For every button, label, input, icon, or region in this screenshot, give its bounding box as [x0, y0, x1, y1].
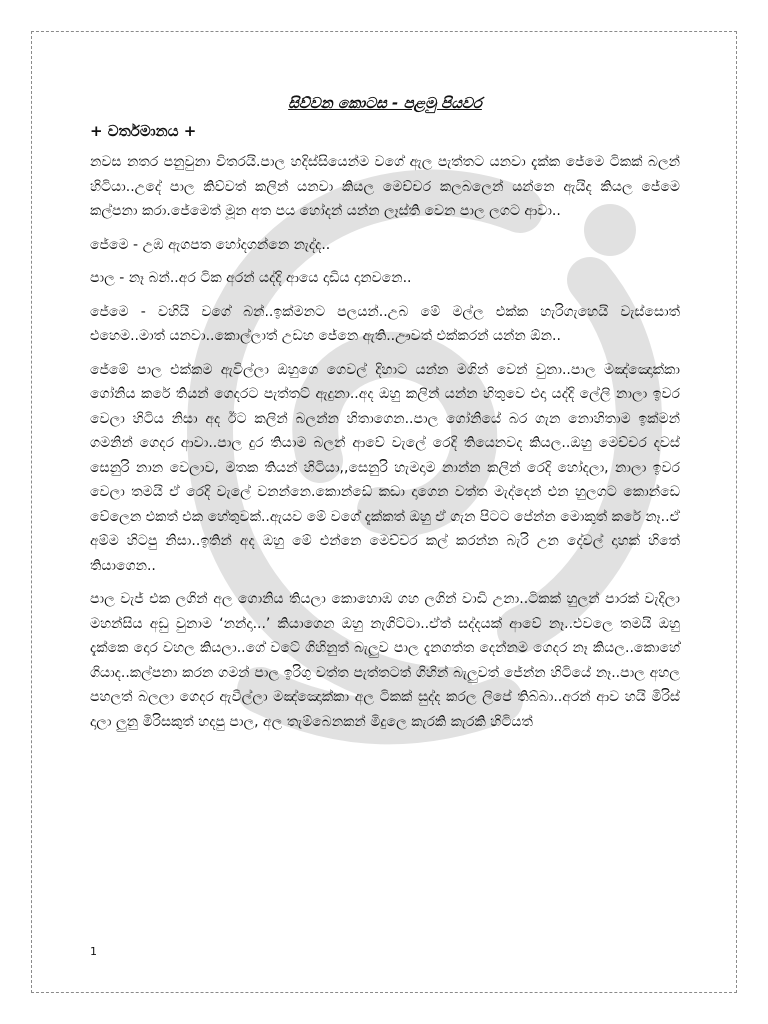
page-number: 1	[90, 945, 97, 958]
dialogue-line-3: ජේමෙ - වහියි වගේ බන්..ඉක්මනට පලයන්..උබ මේ මල්ල එක්ක හැරිගැහෙයි වැස්සොත් එහෙම..මාත් යනවා..කොල්ලාත් උඩහ ජේනෙ ඇති..ඌවත් එක්කරන් යන්න ඕන..	[90, 303, 680, 344]
section-heading: + වර්තමානය +	[90, 122, 197, 140]
paragraph-2: ජේමේ පාල එක්කම ඇවිල්ලා ඔහුගෙ ගෙවල් දිහාට යන්න මගින් වෙන් වුනා..පාල මඤ්ඤොක්කා ගෝනිය කරේ තියන් ගෙදරට පැත්තට් ඇදුනා..අද ඔහු කලින් යන්න හිතුවෙ එදා යද්දි ලේලි නාලා ඉවර වෙලා හිටිය නිසා අද ඊට කලින් බලන්න හිතාගෙන..පාල ගෝනියේ බර ගැන නොහිතාම ඉක්මන් ගමනින් ගෙදර ආවා..පාල දුර තියාම බලන් ආවේ වැලේ රෙදි තියෙනවද කියල..ඔහු මෙච්චර දවස් සෙනුරි නාන වෙලාව, මතක තියන් හිටියා,,සෙනුරි හැමදාම නාන්න කලින් රෙදි හෝදලා, නාලා ඉවර වෙලා තමයි ඒ රෙදි වැලේ වනන්නෙ.කොන්ඩේ කඩා දාගෙන වත්ත මැද්දෙන් එන හුලගට කොන්ඩෙ වේලෙන එකත් එක හේතුවක්..ඇයව මේ වගේ දැක්කත් ඔහු ඒ ගැන පිටට පේන්න මොකුත් කරේ නෑ..ඒ අම්ම හිටපු නිසා..ඉතින් අද ඔහු මේ එන්නෙ මෙච්චර කල් කරන්න බැරි උන දේවල් දාහක් හිතේ තියාගෙන..	[90, 361, 681, 574]
dialogue-line-2: පාල - නෑ බන්..අර ටික අරන් යද්දි ආයෙ දාඩිය දානවනෙ..	[90, 270, 412, 286]
dialogue-line-1: ජේමෙ - උඹ ඇගපත හෝදගන්නෙ නැද්ද..	[90, 236, 331, 253]
document-body	[90, 88, 680, 743]
paragraph-3: පාල වැජ් එක ලගින් අල ගොනිය තියලා කොහොඹ ගහ ලගින් වාඩි උනා..ටිකක් හුලන් පාරක් වැදිලා මහන්සිය අඩු වුනාම ‘නන්දා...’ කියාගෙන ඔහු නැගිට්ටා..ඒත් සද්දයක් ආවේ නෑ..එවලෙ තමයි ඔහු දැක්කෙ දොර වහල කියලා..ගේ වටේ ගිහිනුත් බැලුව පාල දැනගත්ත දෙන්නම ගෙදර නෑ කියල..කොහේ ගියාද..කල්පනා කරන ගමන් පාල ඉරිගු වත්ත පැත්තටත් ගිහින් බැලුවත් ජේන්න හිටියේ නෑ..පාල අහල පහලත් බලලා ගෙදර ඇවිල්ලා මඤ්ඤොක්කා අල ටිකක් සුද්ද කරල ලිපේ තිබ්බා..අරන් ආව හයි මිරිස් දාලා ලුනු මිරිසකුත් හදපු පාල, අල තැම්බෙනකන් මිදුලෙ කැරකි කැරකි හිටියත්	[90, 591, 680, 730]
document-title: සිව්වන කොටස - පළමු පියවර	[288, 94, 482, 112]
paragraph-1: නවස නතර පනුවුනා විතරයි.පාල හදිස්සියෙන්ම වගේ ඇල පැත්තට යනවා දැක්ක ජේමෙ ටිකක් බලන් හිටියා..උදේ පාල කිව්වත් කලින් යනවා කියල මෙච්චර කලබලෙන් යන්නෙ ඇයිද කියල ජේමෙ කල්පනා කරා.ජේමෙත් මූන අත පය හෝදන් යන්න ලෑස්ති වෙන පාල ලගට ආවා..	[90, 154, 680, 219]
